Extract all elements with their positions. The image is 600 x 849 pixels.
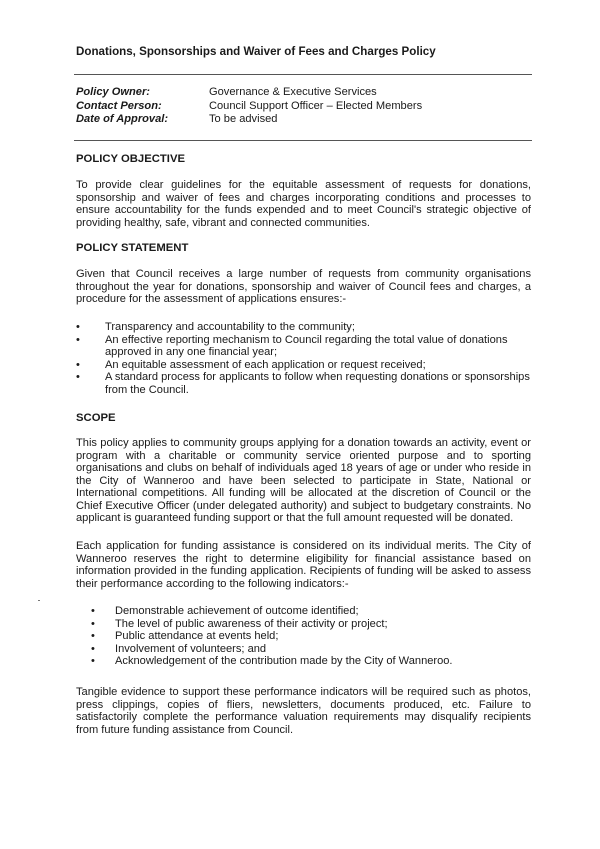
meta-label: Contact Person: bbox=[76, 99, 162, 112]
list-item: • Transparency and accountability to the community; bbox=[76, 321, 355, 333]
bullet-icon: • bbox=[91, 605, 95, 617]
bullet-icon: • bbox=[76, 321, 80, 333]
bullet-icon: • bbox=[91, 630, 95, 642]
meta-value: Governance & Executive Services bbox=[209, 86, 377, 98]
bullet-icon: • bbox=[91, 642, 95, 655]
list-item: • The level of public awareness of their activity or project; bbox=[91, 617, 388, 630]
title-divider bbox=[74, 74, 532, 75]
list-item: • An effective reporting mechanism to Council regarding the total value of donations approved in any one financial year; bbox=[76, 333, 508, 358]
meta-label: Policy Owner: bbox=[76, 86, 150, 98]
meta-value: To be advised bbox=[209, 113, 278, 125]
bullet-icon: • bbox=[91, 617, 95, 630]
scope-paragraph-1: This policy applies to community groups applying for a donation towards an activity, event or program with a charitable or community service oriented purpose and to sporting organisations and clubs on behalf of individuals aged 18 years of age or under who reside in the City of Wanneroo and have been selected to participate in State, National or International competitions. All funding will be allocated at the discretion of Council or the Chief Executive Officer (under delegated authority) and subject to budgetary constraints. No applicant is guaranteed funding support or that the full amount requested will be donated. bbox=[76, 437, 531, 524]
objective-text: To provide clear guidelines for the equitable assessment of requests for donations, sponsorship and waiver of fees and charges incorporating conditions and processes to ensure accountability for the funds expended and to meet Council's strategic objective of providing healthy, safe, vibrant and connected communities. bbox=[76, 179, 531, 229]
bullet-icon: • bbox=[76, 333, 80, 346]
list-item: • A standard process for applicants to follow when requesting donations or sponsorships from the Council. bbox=[76, 371, 530, 396]
bullet-icon: • bbox=[91, 655, 95, 667]
section-heading-statement: POLICY STATEMENT bbox=[76, 242, 189, 254]
list-item: • Involvement of volunteers; and bbox=[91, 642, 267, 655]
indicator-bullet-list bbox=[76, 605, 531, 668]
scan-speck bbox=[38, 600, 40, 601]
meta-row-owner bbox=[76, 86, 422, 100]
bullet-icon: • bbox=[76, 358, 80, 371]
scope-paragraph-2: Each application for funding assistance is considered on its individual merits. The City of Wanneroo reserves the right to determine eligibility for financial assistance based on information provided in the funding application. Recipients of funding will be asked to assess their performance according to the following indicators:- bbox=[76, 540, 531, 590]
meta-label: Date of Approval: bbox=[76, 113, 169, 125]
scope-paragraph-3: Tangible evidence to support these performance indicators will be required such as photos, press clippings, copies of fliers, newsletters, documents produced, etc. Failure to satisfactorily complete the performance valuation requirements may disqualify recipients from future funding assistance from Council. bbox=[76, 686, 531, 736]
meta-value: Council Support Officer – Elected Members bbox=[209, 99, 423, 112]
statement-intro: Given that Council receives a large number of requests from community organisations throughout the year for donations, sponsorship and waiver of Council fees and charges, a procedure for the assessment of applications ensures:- bbox=[76, 268, 531, 305]
bullet-icon: • bbox=[76, 371, 80, 383]
section-heading-scope: SCOPE bbox=[76, 412, 116, 424]
section-heading-objective: POLICY OBJECTIVE bbox=[76, 153, 186, 165]
statement-bullet-list bbox=[76, 321, 531, 396]
list-item: • Demonstrable achievement of outcome identified; bbox=[91, 605, 359, 617]
list-item: • An equitable assessment of each application or request received; bbox=[76, 358, 426, 371]
meta-divider bbox=[74, 140, 532, 141]
meta-row-contact bbox=[76, 100, 422, 114]
meta-row-approval bbox=[76, 113, 422, 127]
list-item: • Acknowledgement of the contribution made by the City of Wanneroo. bbox=[91, 655, 453, 667]
document-title: Donations, Sponsorships and Waiver of Fees and Charges Policy bbox=[76, 45, 436, 58]
list-item: • Public attendance at events held; bbox=[91, 630, 279, 642]
policy-meta-table bbox=[76, 86, 422, 127]
